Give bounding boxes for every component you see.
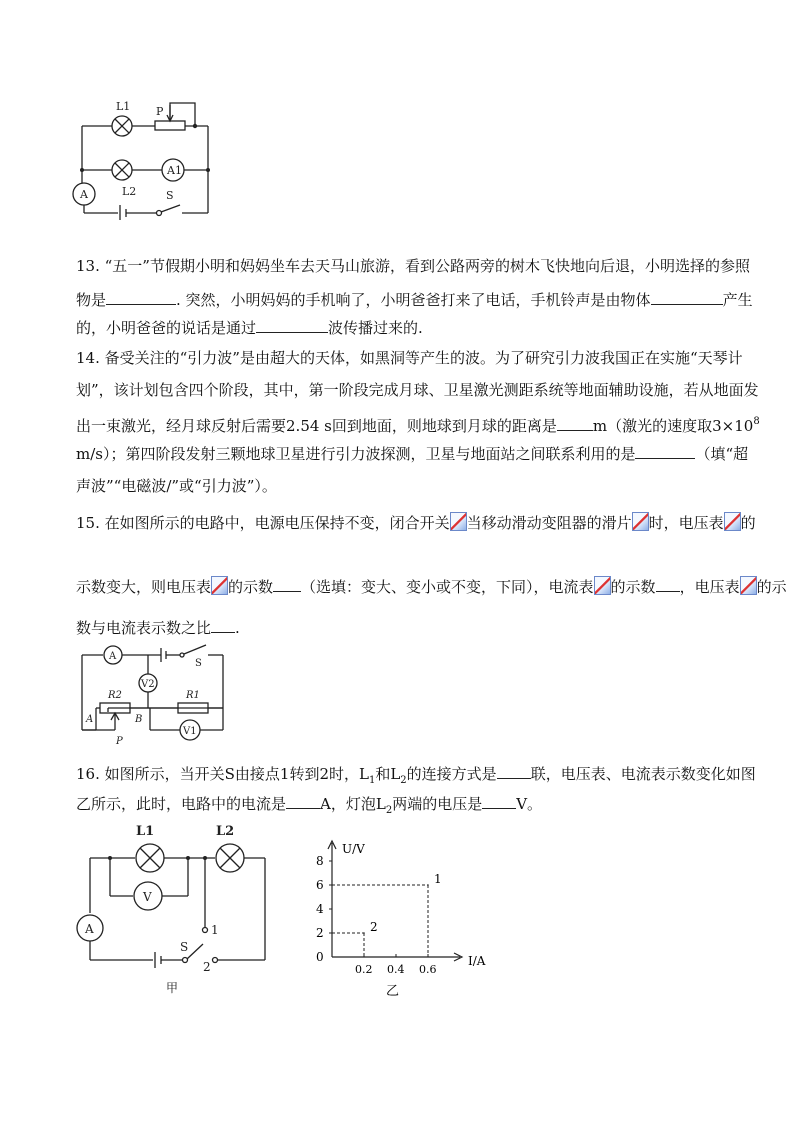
label-l1: L1 [116,100,131,113]
x-tick-label: 0.2 [355,963,373,976]
x-tick-label: 0.4 [387,963,405,976]
label-a: A [80,188,88,201]
q14-line-4: m/s）；第四阶段发射三颗地球卫星进行引力波探测，卫星与地面站之间联系利用的是 （填“超 [76,445,749,463]
label-contact-1: 1 [211,923,219,937]
circuit-figure-2 [68,640,238,750]
y-axis-label: U/V [342,842,365,856]
q15-line-3: 数与电流表示数之比 . [76,619,240,637]
label-point-a: A [86,714,94,725]
figure-caption-yi: 乙 [386,984,400,999]
image-placeholder-icon [632,512,649,531]
data-point [363,932,365,934]
x-axis-label: I/A [468,954,486,968]
q16-line-1: 16. 如图所示，当开关S由接点1转到2时，$L_1$和$L_2$的连接方式是 联，电压表、电流表示数变化如图 [76,765,756,786]
y-tick-label: 6 [316,878,324,892]
label-a: A [109,651,117,662]
label-point-b: B [135,714,143,725]
circuit-figure-3 [70,818,280,998]
q13-line-3: 的，小明爸爸的说话是通过 波传播过来的. [76,319,423,337]
label-a: A [85,922,94,936]
q15-line-2: 示数变大，则电压表 的示数 （选填：变大、变小或不变，下同），电流表 的示数 ，电压表 的示 [76,578,787,596]
y-tick-label: 4 [316,902,324,916]
q13-line-1: 13. “五一”节假期小明和妈妈坐车去天马山旅游，看到公路两旁的树木飞快地向后退，小明选择的参照 [76,257,750,275]
label-s: S [166,189,174,202]
y-tick-label: 2 [316,926,324,940]
q13-line-2: 物是 . 突然，小明妈妈的手机响了，小明爸爸打来了电话，手机铃声是由物体 产生 [76,291,753,309]
label-l1: L1 [136,824,155,839]
y-tick-label: 0 [316,950,324,964]
q14-line-5: 声波”“电磁波/”或“引力波”）。 [76,477,277,495]
ui-chart [300,835,520,1000]
label-v: V [143,890,152,904]
data-point [427,884,429,886]
q14-line-2: 划”，该计划包含四个阶段，其中，第一阶段完成月球、卫星激光测距系统等地面辅助设施，若从地面发 [76,381,759,399]
label-a1: A1 [167,164,182,177]
figure-caption-jia: 甲 [166,981,179,995]
image-placeholder-icon [594,576,611,595]
label-r2: R2 [108,690,122,701]
image-placeholder-icon [740,576,757,595]
label-s: S [180,940,189,954]
x-tick-label: 0.6 [419,963,437,976]
label-l2: L2 [122,185,137,198]
label-contact-2: 2 [203,960,211,974]
q14-line-1: 14. 备受关注的“引力波”是由超大的天体，如黑洞等产生的波。为了研究引力波我国正在实施“天琴计 [76,349,743,367]
q14-line-3: 出一束激光，经月球反射后需要2.54 s回到地面，则地球到月球的距离是 m（激光的速度取$3\times 10^8$ [76,416,760,435]
circuit-figure-1 [70,95,220,220]
label-v1: V1 [183,726,197,737]
data-point-label: 1 [434,872,442,886]
image-placeholder-icon [450,512,467,531]
data-point-label: 2 [370,920,378,934]
q16-line-2: 乙所示，此时，电路中的电流是 A，灯泡$L_2$两端的电压是 V。 [76,795,543,816]
q15-line-1: 15. 在如图所示的电路中，电源电压保持不变，闭合开关 当移动滑动变阻器的滑片 时，电压表 的 [76,514,756,532]
label-v2: V2 [141,679,155,690]
label-l2: L2 [216,824,235,839]
label-slider-p: P [116,736,123,747]
label-r1: R1 [186,690,200,701]
label-p: P [156,105,164,118]
label-s: S [195,658,202,669]
image-placeholder-icon [724,512,741,531]
y-tick-label: 8 [316,854,324,868]
image-placeholder-icon [211,576,228,595]
